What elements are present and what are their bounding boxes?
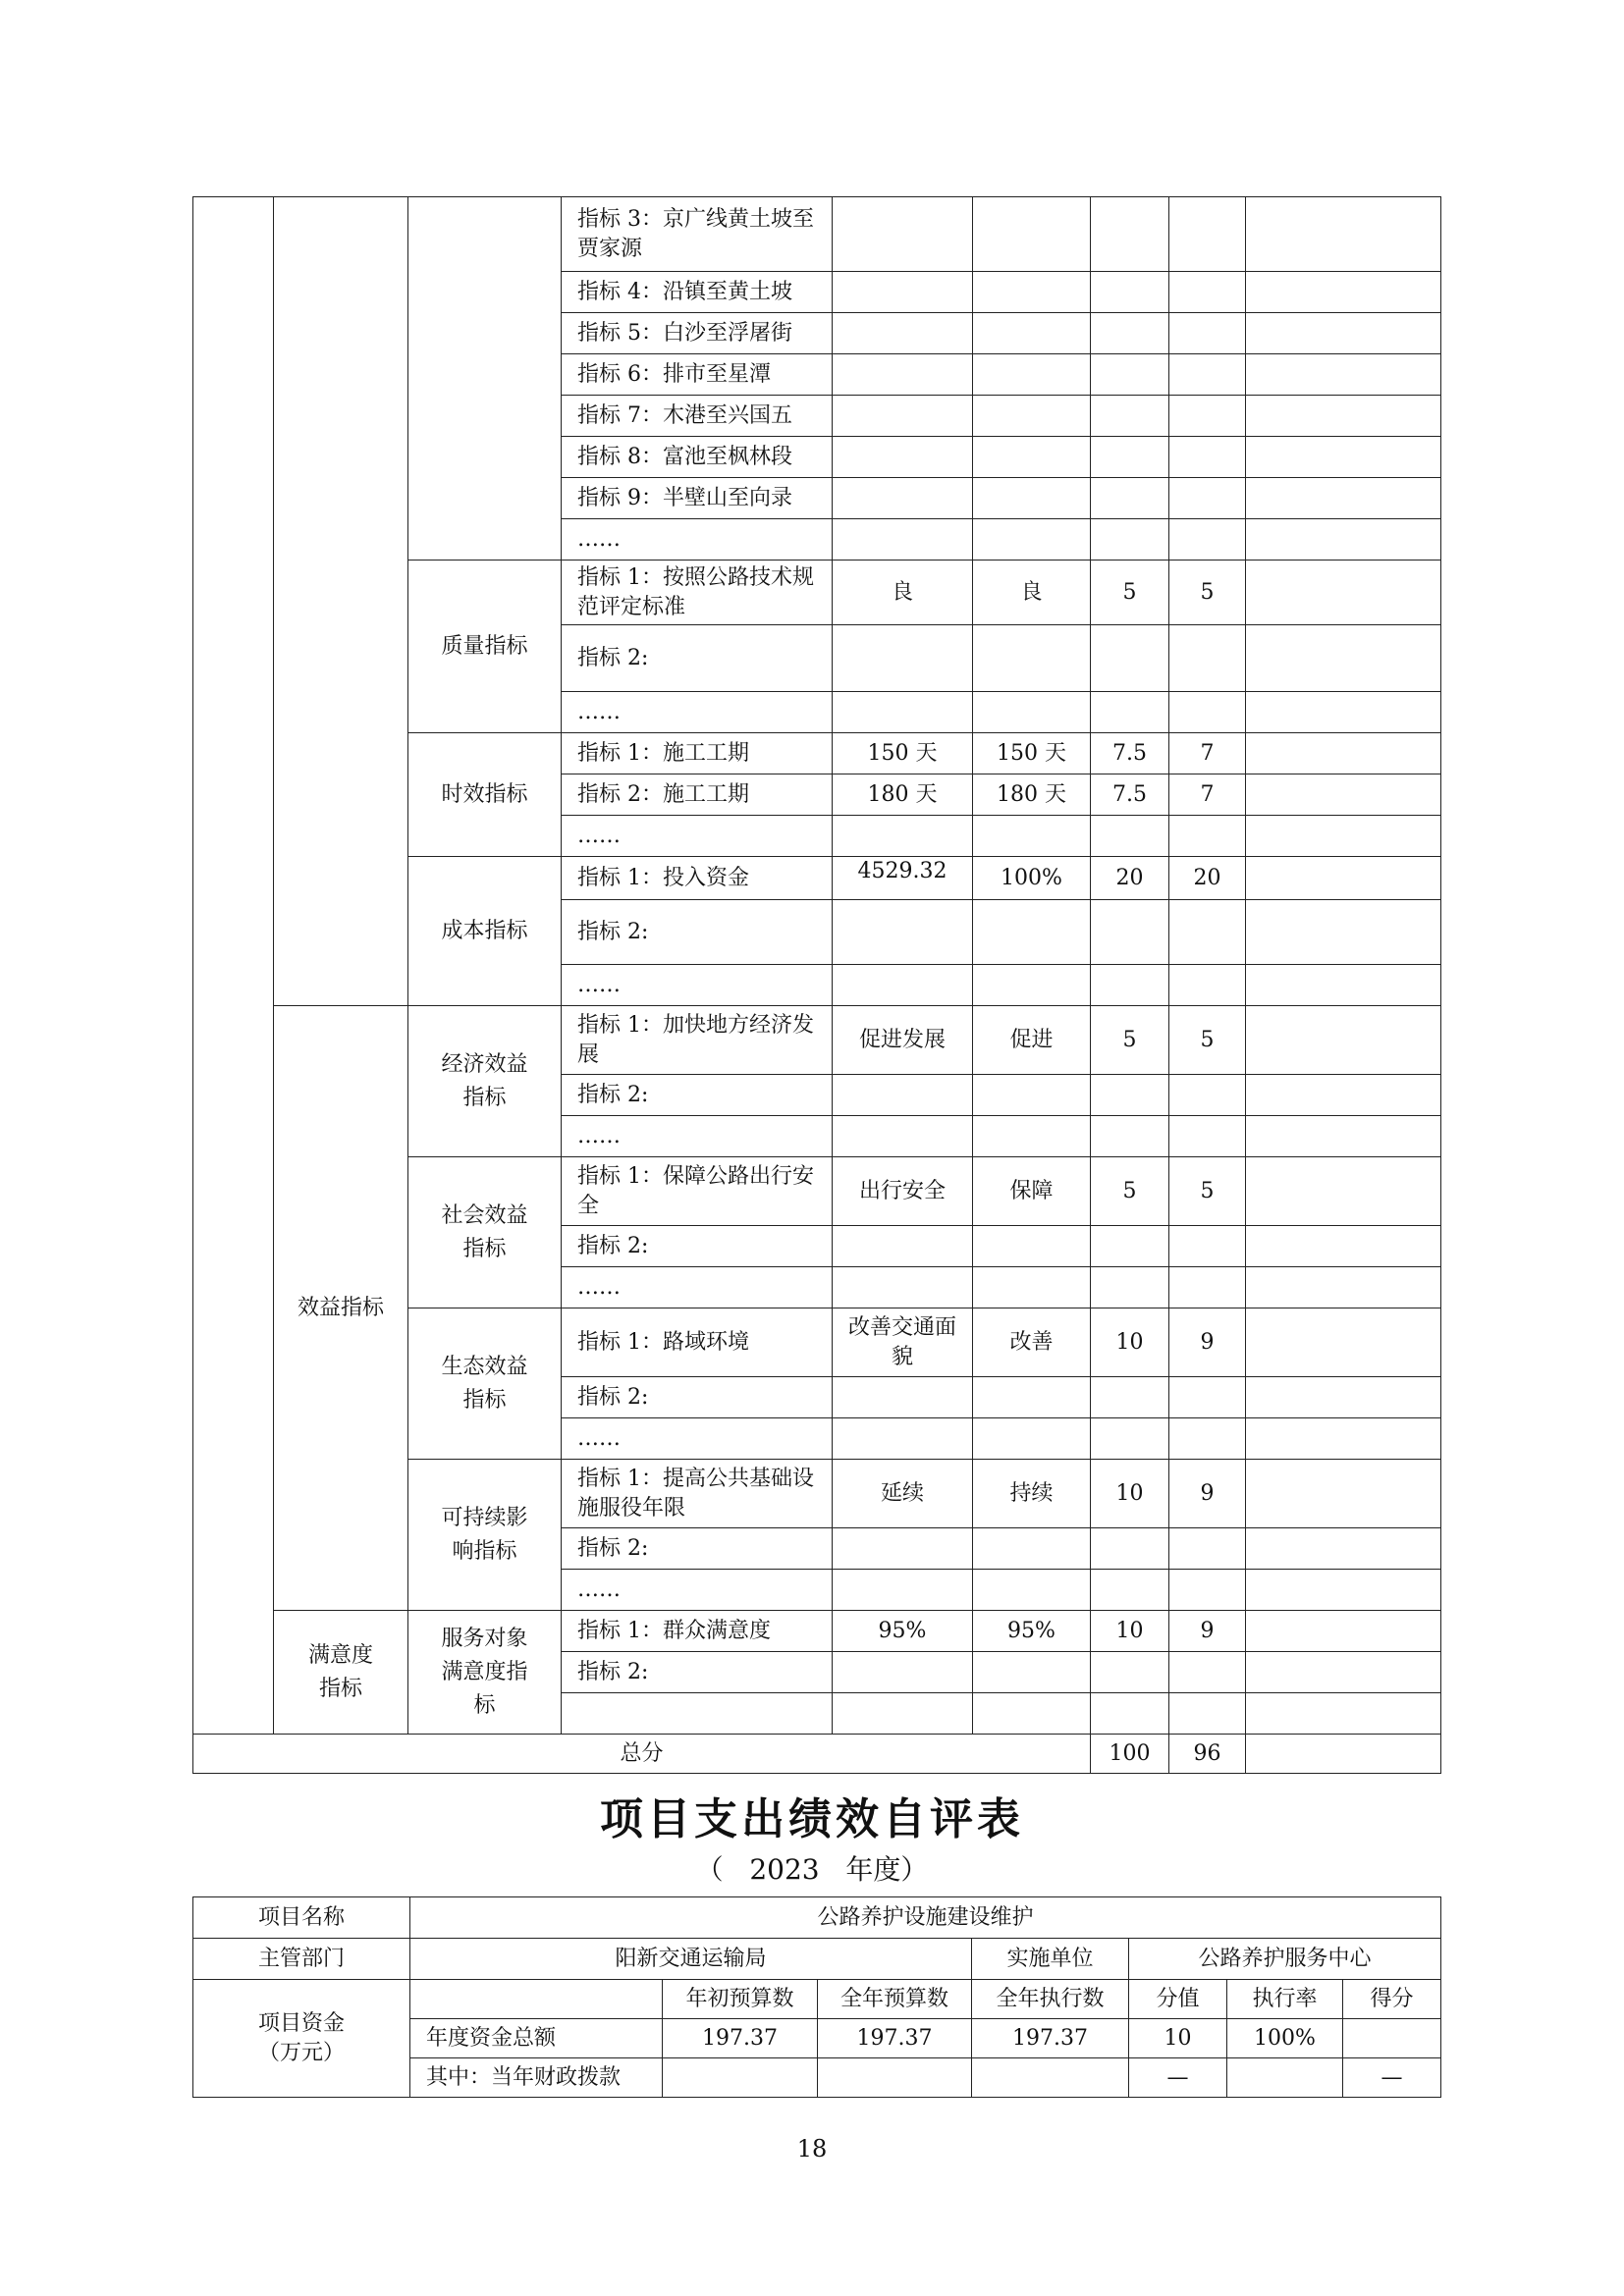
indicator-note — [1246, 1460, 1441, 1528]
indicator-got — [1169, 816, 1246, 857]
indicator-got — [1169, 625, 1246, 692]
indicator-target: 出行安全 — [833, 1157, 973, 1226]
indicator-note — [1246, 272, 1441, 313]
indicator-name: …… — [562, 965, 833, 1006]
funds-total-score: 10 — [1129, 2019, 1227, 2058]
indicator-note — [1246, 478, 1441, 519]
indicator-name: …… — [562, 1267, 833, 1308]
indicator-got: 5 — [1169, 1006, 1246, 1075]
indicator-got — [1169, 272, 1246, 313]
level3-timeliness: 时效指标 — [408, 733, 562, 857]
indicator-row — [193, 197, 1441, 272]
indicator-actual: 180 天 — [973, 774, 1091, 816]
indicator-note — [1246, 396, 1441, 437]
indicator-got — [1169, 900, 1246, 965]
indicator-actual — [973, 625, 1091, 692]
indicator-actual — [973, 1116, 1091, 1157]
indicator-target — [833, 816, 973, 857]
impl-label: 实施单位 — [972, 1939, 1129, 1980]
indicator-name: …… — [562, 816, 833, 857]
indicator-got — [1169, 1377, 1246, 1418]
indicator-score — [1091, 1693, 1169, 1735]
funds-total-label: 年度资金总额 — [410, 2019, 663, 2058]
project-name-label: 项目名称 — [193, 1897, 410, 1939]
indicator-actual — [973, 1075, 1091, 1116]
level1-column — [193, 197, 274, 1735]
indicator-note — [1246, 816, 1441, 857]
indicator-actual — [973, 197, 1091, 272]
indicator-actual — [973, 900, 1091, 965]
indicator-got — [1169, 1693, 1246, 1735]
indicator-got: 9 — [1169, 1611, 1246, 1652]
indicator-score: 5 — [1091, 561, 1169, 625]
indicator-target — [833, 519, 973, 561]
indicator-note — [1246, 692, 1441, 733]
header-initial-budget: 年初预算数 — [663, 1980, 818, 2019]
indicator-actual: 95% — [973, 1611, 1091, 1652]
indicator-name: 指标 3：京广线黄土坡至贾家源 — [562, 197, 833, 272]
indicator-target — [833, 1267, 973, 1308]
level3-ecological: 生态效益 指标 — [408, 1308, 562, 1460]
total-label: 总分 — [193, 1735, 1091, 1774]
indicator-target: 延续 — [833, 1460, 973, 1528]
indicator-name: 指标 1：加快地方经济发展 — [562, 1006, 833, 1075]
indicator-got — [1169, 519, 1246, 561]
indicator-score — [1091, 816, 1169, 857]
indicator-score: 5 — [1091, 1157, 1169, 1226]
indicator-got — [1169, 1528, 1246, 1570]
indicator-score — [1091, 965, 1169, 1006]
funds-header-blank — [410, 1980, 663, 2019]
indicator-actual — [973, 396, 1091, 437]
indicator-target — [833, 1528, 973, 1570]
indicator-name: 指标 5：白沙至浮屠街 — [562, 313, 833, 354]
indicator-note — [1246, 1528, 1441, 1570]
header-rate: 执行率 — [1227, 1980, 1343, 2019]
indicator-actual: 100% — [973, 857, 1091, 900]
indicator-got — [1169, 1418, 1246, 1460]
indicator-got: 5 — [1169, 561, 1246, 625]
project-name-value: 公路养护设施建设维护 — [410, 1897, 1441, 1939]
indicator-score — [1091, 1528, 1169, 1570]
indicator-note — [1246, 1693, 1441, 1735]
indicator-score: 10 — [1091, 1611, 1169, 1652]
indicator-name: …… — [562, 1116, 833, 1157]
indicator-note — [1246, 197, 1441, 272]
indicator-name: 指标 2: — [562, 1528, 833, 1570]
indicator-got — [1169, 692, 1246, 733]
level2-satisfaction: 满意度 指标 — [274, 1611, 408, 1735]
indicator-score — [1091, 519, 1169, 561]
indicator-score: 10 — [1091, 1308, 1169, 1377]
indicator-note — [1246, 1308, 1441, 1377]
indicator-score — [1091, 1570, 1169, 1611]
indicator-note — [1246, 1377, 1441, 1418]
indicator-note — [1246, 437, 1441, 478]
indicator-score: 5 — [1091, 1006, 1169, 1075]
indicator-got — [1169, 1116, 1246, 1157]
indicator-name: 指标 2: — [562, 900, 833, 965]
indicator-name: 指标 8：富池至枫林段 — [562, 437, 833, 478]
indicator-actual — [973, 1693, 1091, 1735]
indicator-actual — [973, 1226, 1091, 1267]
indicator-note — [1246, 900, 1441, 965]
indicator-target — [833, 1418, 973, 1460]
funds-total-rate: 100% — [1227, 2019, 1343, 2058]
indicator-score — [1091, 437, 1169, 478]
header-executed: 全年执行数 — [972, 1980, 1129, 2019]
indicator-actual — [973, 1267, 1091, 1308]
indicator-score: 10 — [1091, 1460, 1169, 1528]
indicator-note — [1246, 1570, 1441, 1611]
indicator-score — [1091, 900, 1169, 965]
indicator-got: 9 — [1169, 1308, 1246, 1377]
indicator-got — [1169, 396, 1246, 437]
indicator-note — [1246, 733, 1441, 774]
level3-service: 服务对象 满意度指 标 — [408, 1611, 562, 1735]
indicator-target — [833, 692, 973, 733]
indicator-score — [1091, 197, 1169, 272]
total-row — [193, 1735, 1441, 1774]
indicator-name: …… — [562, 692, 833, 733]
indicator-actual — [973, 478, 1091, 519]
total-score: 100 — [1091, 1735, 1169, 1774]
indicator-actual — [973, 1377, 1091, 1418]
indicator-name: 指标 1：群众满意度 — [562, 1611, 833, 1652]
indicator-actual — [973, 272, 1091, 313]
level3-sustain: 可持续影 响指标 — [408, 1460, 562, 1611]
indicator-note — [1246, 1075, 1441, 1116]
funds-fiscal-rate — [1227, 2058, 1343, 2098]
indicator-name: 指标 2: — [562, 1075, 833, 1116]
indicator-target — [833, 1693, 973, 1735]
indicator-score — [1091, 1116, 1169, 1157]
performance-indicator-table — [192, 196, 1441, 1774]
indicator-got — [1169, 1075, 1246, 1116]
indicator-target — [833, 625, 973, 692]
indicator-name: 指标 9：半壁山至向录 — [562, 478, 833, 519]
indicator-target — [833, 197, 973, 272]
funds-total-initial: 197.37 — [663, 2019, 818, 2058]
indicator-name: 指标 2: — [562, 1652, 833, 1693]
indicator-actual — [973, 519, 1091, 561]
indicator-score: 7.5 — [1091, 774, 1169, 816]
level3-social: 社会效益 指标 — [408, 1157, 562, 1308]
indicator-actual — [973, 1652, 1091, 1693]
indicator-note — [1246, 519, 1441, 561]
indicator-name — [562, 1693, 833, 1735]
indicator-note — [1246, 1611, 1441, 1652]
indicator-target: 4529.32 — [833, 857, 973, 900]
indicator-name: 指标 1：施工工期 — [562, 733, 833, 774]
indicator-name: …… — [562, 1418, 833, 1460]
indicator-got — [1169, 437, 1246, 478]
indicator-got — [1169, 354, 1246, 396]
indicator-got: 9 — [1169, 1460, 1246, 1528]
indicator-target: 改善交通面貌 — [833, 1308, 973, 1377]
funds-fiscal-score: — — [1129, 2058, 1227, 2098]
indicator-name: 指标 1：按照公路技术规范评定标准 — [562, 561, 833, 625]
indicator-note — [1246, 561, 1441, 625]
indicator-got — [1169, 1267, 1246, 1308]
indicator-actual: 持续 — [973, 1460, 1091, 1528]
indicator-actual — [973, 437, 1091, 478]
level3-qty — [408, 197, 562, 561]
indicator-name: 指标 1：提高公共基础设施服役年限 — [562, 1460, 833, 1528]
indicator-target — [833, 900, 973, 965]
indicator-note — [1246, 1267, 1441, 1308]
indicator-target — [833, 272, 973, 313]
indicator-target — [833, 1116, 973, 1157]
indicator-target — [833, 965, 973, 1006]
indicator-score — [1091, 1267, 1169, 1308]
level3-quality: 质量指标 — [408, 561, 562, 733]
indicator-target — [833, 354, 973, 396]
funds-total-executed: 197.37 — [972, 2019, 1129, 2058]
indicator-name: 指标 1：投入资金 — [562, 857, 833, 900]
indicator-score — [1091, 1418, 1169, 1460]
indicator-got — [1169, 313, 1246, 354]
indicator-row — [193, 1006, 1441, 1075]
funds-fiscal-executed — [972, 2058, 1129, 2098]
indicator-name: 指标 1：保障公路出行安全 — [562, 1157, 833, 1226]
indicator-actual — [973, 1570, 1091, 1611]
indicator-actual — [973, 816, 1091, 857]
indicator-target — [833, 313, 973, 354]
dept-value: 阳新交通运输局 — [410, 1939, 972, 1980]
indicator-got: 5 — [1169, 1157, 1246, 1226]
indicator-score — [1091, 692, 1169, 733]
indicator-name: 指标 6：排市至星潭 — [562, 354, 833, 396]
header-got: 得分 — [1343, 1980, 1441, 2019]
indicator-name: …… — [562, 1570, 833, 1611]
header-full-budget: 全年预算数 — [818, 1980, 972, 2019]
indicator-target: 促进发展 — [833, 1006, 973, 1075]
indicator-target — [833, 1226, 973, 1267]
indicator-name: 指标 7：木港至兴国五 — [562, 396, 833, 437]
indicator-actual: 保障 — [973, 1157, 1091, 1226]
indicator-actual — [973, 692, 1091, 733]
indicator-got: 20 — [1169, 857, 1246, 900]
indicator-note — [1246, 1157, 1441, 1226]
indicator-name: …… — [562, 519, 833, 561]
indicator-target — [833, 1075, 973, 1116]
indicator-target — [833, 1652, 973, 1693]
indicator-name: 指标 2: — [562, 1377, 833, 1418]
form-year: （ 2023 年度） — [695, 1853, 929, 1886]
indicator-name: 指标 4：沿镇至黄土坡 — [562, 272, 833, 313]
form-title: 项目支出绩效自评表 — [600, 1794, 1024, 1844]
header-score: 分值 — [1129, 1980, 1227, 2019]
indicator-score — [1091, 1652, 1169, 1693]
indicator-got: 7 — [1169, 774, 1246, 816]
indicator-got: 7 — [1169, 733, 1246, 774]
indicator-note — [1246, 1006, 1441, 1075]
indicator-note — [1246, 1652, 1441, 1693]
indicator-target — [833, 437, 973, 478]
indicator-note — [1246, 774, 1441, 816]
indicator-name: 指标 2: — [562, 625, 833, 692]
level3-cost: 成本指标 — [408, 857, 562, 1006]
funds-label: 项目资金 （万元） — [193, 1980, 410, 2098]
indicator-score — [1091, 625, 1169, 692]
indicator-note — [1246, 1116, 1441, 1157]
funds-fiscal-initial — [663, 2058, 818, 2098]
indicator-note — [1246, 1418, 1441, 1460]
indicator-name: 指标 1：路域环境 — [562, 1308, 833, 1377]
indicator-actual: 改善 — [973, 1308, 1091, 1377]
indicator-got — [1169, 478, 1246, 519]
indicator-actual — [973, 354, 1091, 396]
indicator-note — [1246, 354, 1441, 396]
total-note — [1246, 1735, 1441, 1774]
indicator-actual — [973, 965, 1091, 1006]
indicator-target: 180 天 — [833, 774, 973, 816]
indicator-got — [1169, 197, 1246, 272]
indicator-target: 良 — [833, 561, 973, 625]
indicator-score — [1091, 272, 1169, 313]
impl-value: 公路养护服务中心 — [1129, 1939, 1441, 1980]
level2-output — [274, 197, 408, 1006]
indicator-actual: 促进 — [973, 1006, 1091, 1075]
funds-fiscal-full — [818, 2058, 972, 2098]
funds-total-got — [1343, 2019, 1441, 2058]
funds-fiscal-got: — — [1343, 2058, 1441, 2098]
indicator-note — [1246, 313, 1441, 354]
indicator-actual: 良 — [973, 561, 1091, 625]
indicator-score — [1091, 313, 1169, 354]
indicator-got — [1169, 965, 1246, 1006]
indicator-actual: 150 天 — [973, 733, 1091, 774]
indicator-note — [1246, 625, 1441, 692]
indicator-note — [1246, 857, 1441, 900]
indicator-score — [1091, 354, 1169, 396]
indicator-target: 150 天 — [833, 733, 973, 774]
indicator-target — [833, 1377, 973, 1418]
indicator-target — [833, 396, 973, 437]
funds-fiscal-label: 其中：当年财政拨款 — [410, 2058, 663, 2098]
level2-benefit: 效益指标 — [274, 1006, 408, 1611]
indicator-got — [1169, 1226, 1246, 1267]
indicator-score: 7.5 — [1091, 733, 1169, 774]
project-expenditure-table — [192, 1896, 1441, 2098]
indicator-actual — [973, 313, 1091, 354]
indicator-note — [1246, 1226, 1441, 1267]
indicator-score — [1091, 396, 1169, 437]
level3-economic: 经济效益 指标 — [408, 1006, 562, 1157]
indicator-actual — [973, 1418, 1091, 1460]
indicator-score — [1091, 1075, 1169, 1116]
funds-total-full: 197.37 — [818, 2019, 972, 2058]
indicator-target: 95% — [833, 1611, 973, 1652]
indicator-row — [193, 1611, 1441, 1652]
indicator-target — [833, 478, 973, 519]
indicator-score — [1091, 478, 1169, 519]
indicator-actual — [973, 1528, 1091, 1570]
indicator-got — [1169, 1652, 1246, 1693]
indicator-score: 20 — [1091, 857, 1169, 900]
page-number: 18 — [796, 2135, 828, 2163]
total-got: 96 — [1169, 1735, 1246, 1774]
indicator-target — [833, 1570, 973, 1611]
indicator-got — [1169, 1570, 1246, 1611]
indicator-score — [1091, 1226, 1169, 1267]
indicator-name: 指标 2: — [562, 1226, 833, 1267]
indicator-name: 指标 2：施工工期 — [562, 774, 833, 816]
indicator-note — [1246, 965, 1441, 1006]
indicator-score — [1091, 1377, 1169, 1418]
dept-label: 主管部门 — [193, 1939, 410, 1980]
